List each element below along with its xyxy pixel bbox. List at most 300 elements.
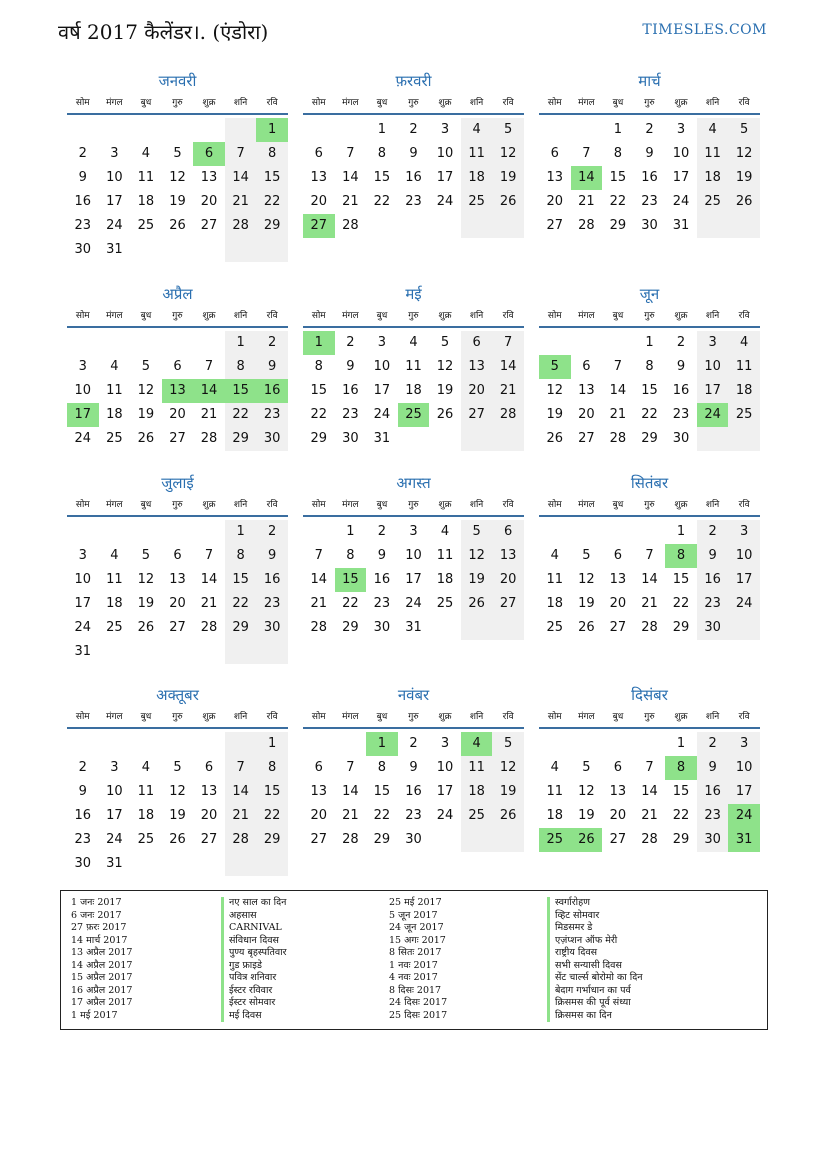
- holiday-day: 4: [461, 732, 493, 756]
- calendar-day: 21: [342, 808, 359, 823]
- weekday-label: सोम: [311, 712, 326, 722]
- holiday-legend: [60, 890, 768, 1030]
- calendar-day: 27: [310, 832, 328, 847]
- weekday-label: मंगल: [578, 712, 595, 722]
- calendar-day: 1: [377, 122, 387, 137]
- weekday-label: रवि: [502, 311, 514, 321]
- calendar-day: 21: [225, 804, 257, 828]
- weekday-header: [539, 709, 760, 729]
- holiday-name: नए साल का दिन: [221, 897, 287, 910]
- weekend-blank: [461, 214, 493, 238]
- calendar-day: 27: [169, 431, 186, 446]
- weekday-label: गुरु: [172, 98, 183, 108]
- calendar-day: 23: [256, 592, 288, 616]
- calendar-day: 9: [409, 146, 418, 161]
- calendar-day: 13: [310, 170, 328, 185]
- calendar-day: 6: [173, 359, 182, 374]
- calendar-day: 22: [373, 194, 391, 209]
- weekday-header: [303, 308, 524, 328]
- weekday-label: शुक्र: [674, 98, 688, 108]
- weekday-label: गुरु: [172, 712, 183, 722]
- weekend-blank: [728, 214, 760, 238]
- weekend-blank: [492, 427, 524, 451]
- calendar-day: 23: [74, 832, 92, 847]
- holiday-date: 27 फ़रः 2017: [71, 922, 127, 933]
- calendar-day: 5: [728, 118, 760, 142]
- calendar-day: 25: [137, 218, 155, 233]
- weekend-blank: [728, 427, 760, 451]
- legend-col2-names: [547, 897, 643, 1022]
- weekday-header: [67, 308, 288, 328]
- calendar-day: 29: [310, 431, 328, 446]
- calendar-day: 16: [74, 194, 92, 209]
- holiday-day: 1: [256, 118, 288, 142]
- calendar-day: 21: [641, 808, 658, 823]
- calendar-day: 17: [106, 194, 123, 209]
- weekday-label: रवि: [266, 311, 278, 321]
- calendar-day: 1: [225, 520, 257, 544]
- holiday-date: 13 अप्रैल 2017: [71, 947, 133, 958]
- calendar-day: 23: [405, 808, 422, 823]
- calendar-day: 9: [78, 784, 87, 799]
- holiday-date: 15 अगः 2017: [389, 934, 446, 946]
- calendar-day: 21: [310, 596, 328, 611]
- calendar-day: 27: [169, 620, 186, 635]
- calendar-day: 22: [672, 808, 690, 823]
- calendar-day: 9: [409, 760, 418, 775]
- day-grid: [539, 517, 760, 640]
- calendar-day: 28: [342, 832, 359, 847]
- weekday-header: [67, 709, 288, 729]
- legend-col1-names: [221, 897, 287, 1022]
- calendar-day: 22: [225, 403, 257, 427]
- calendar-day: 3: [409, 524, 418, 539]
- weekday-label: शुक्र: [202, 98, 216, 108]
- weekday-label: गुरु: [172, 311, 183, 321]
- calendar-day: 9: [256, 355, 288, 379]
- month-name: सितंबर: [630, 474, 669, 492]
- weekday-label: शुक्र: [438, 311, 452, 321]
- weekday-label: गुरु: [644, 500, 655, 510]
- calendar-day: 3: [78, 548, 87, 563]
- calendar-day: 2: [78, 146, 87, 161]
- weekday-header: [539, 95, 760, 115]
- calendar-day: 20: [609, 808, 627, 823]
- calendar-day: 23: [256, 403, 288, 427]
- calendar-day: 13: [310, 784, 328, 799]
- calendar-day: 14: [609, 383, 627, 398]
- calendar-day: 3: [728, 732, 760, 756]
- day-grid: [67, 517, 288, 664]
- weekday-label: बुध: [612, 311, 624, 321]
- calendar-day: 28: [310, 620, 328, 635]
- holiday-date: 15 अप्रैल 2017: [71, 972, 133, 983]
- weekday-header: [539, 308, 760, 328]
- calendar-day: 9: [676, 359, 686, 374]
- month-name: फ़रवरी: [395, 72, 432, 90]
- calendar-day: 4: [697, 118, 729, 142]
- calendar-day: 5: [582, 548, 591, 563]
- calendar-day: 9: [78, 170, 87, 185]
- calendar-day: 3: [676, 122, 686, 137]
- calendar-day: 25: [137, 832, 155, 847]
- calendar-day: 31: [373, 431, 391, 446]
- weekday-label: रवि: [738, 98, 750, 108]
- calendar-day: 11: [137, 170, 155, 185]
- calendar-day: 30: [373, 620, 391, 635]
- calendar-day: 11: [728, 355, 760, 379]
- calendar-day: 1: [676, 524, 686, 539]
- weekend-blank: [492, 616, 524, 640]
- month-name: जनवरी: [158, 72, 197, 90]
- weekday-label: सोम: [311, 311, 326, 321]
- weekend-blank: [225, 852, 257, 876]
- weekday-label: सोम: [547, 98, 562, 108]
- calendar-day: 6: [550, 146, 559, 161]
- month-name: अगस्त: [396, 474, 431, 492]
- weekday-label: बुध: [376, 98, 388, 108]
- calendar-day: 30: [405, 832, 422, 847]
- calendar-day: 7: [582, 146, 591, 161]
- holiday-day: 15: [335, 568, 367, 592]
- holiday-date: 14 अप्रैल 2017: [71, 959, 133, 971]
- calendar-day: 16: [697, 780, 729, 804]
- weekday-label: गुरु: [408, 500, 419, 510]
- calendar-day: 31: [672, 218, 690, 233]
- weekday-label: शुक्र: [202, 500, 216, 510]
- weekend-blank: [697, 427, 729, 451]
- calendar-day: 18: [106, 407, 123, 422]
- holiday-name: मिडसमर डे: [547, 922, 643, 935]
- weekday-label: शुक्र: [438, 712, 452, 722]
- calendar-day: 6: [314, 146, 323, 161]
- calendar-day: 14: [225, 166, 257, 190]
- month-name: मई: [405, 285, 422, 303]
- calendar-day: 18: [137, 808, 155, 823]
- calendar-day: 2: [377, 524, 387, 539]
- calendar-day: 24: [74, 431, 92, 446]
- calendar-day: 7: [225, 756, 257, 780]
- calendar-day: 6: [314, 760, 323, 775]
- calendar-day: 24: [672, 194, 690, 209]
- calendar-day: 10: [728, 756, 760, 780]
- calendar-day: 3: [78, 359, 87, 374]
- weekday-label: बुध: [376, 311, 388, 321]
- calendar-day: 30: [641, 218, 658, 233]
- calendar-day: 19: [546, 407, 564, 422]
- calendar-day: 17: [436, 170, 454, 185]
- holiday-date: 8 दिसः 2017: [389, 984, 442, 996]
- calendar-day: 13: [609, 572, 627, 587]
- calendar-day: 8: [314, 359, 323, 374]
- calendar-day: 14: [641, 572, 658, 587]
- calendar-day: 9: [256, 544, 288, 568]
- holiday-date: 24 जून 2017: [389, 922, 444, 933]
- calendar-day: 9: [346, 359, 355, 374]
- calendar-day: 9: [697, 544, 729, 568]
- holiday-name: बेदाग गर्भाधान का पर्व: [547, 985, 643, 998]
- calendar-day: 28: [578, 218, 595, 233]
- calendar-day: 15: [609, 170, 627, 185]
- weekday-label: बुध: [140, 500, 152, 510]
- calendar-day: 26: [169, 218, 186, 233]
- calendar-day: 16: [697, 568, 729, 592]
- calendar-day: 4: [409, 335, 418, 350]
- day-grid: [303, 328, 524, 451]
- calendar-day: 4: [550, 760, 559, 775]
- calendar-day: 28: [200, 431, 218, 446]
- calendar-day: 28: [641, 620, 658, 635]
- weekend-blank: [461, 616, 493, 640]
- weekend-blank: [225, 238, 257, 262]
- calendar-day: 19: [492, 780, 524, 804]
- holiday-name: ईस्टर रविवार: [221, 985, 287, 998]
- calendar-day: 21: [641, 596, 658, 611]
- calendar-day: 14: [310, 572, 328, 587]
- calendar-day: 27: [200, 832, 218, 847]
- holiday-date: 8 सितः 2017: [389, 947, 442, 958]
- calendar-day: 19: [169, 808, 186, 823]
- holiday-day: 24: [697, 403, 729, 427]
- holiday-name: मई दिवस: [221, 1010, 287, 1023]
- day-grid: [303, 115, 524, 238]
- weekday-label: सोम: [547, 500, 562, 510]
- calendar-day: 7: [346, 146, 355, 161]
- calendar-day: 23: [405, 194, 422, 209]
- weekday-label: मंगल: [342, 712, 359, 722]
- calendar-day: 20: [169, 596, 186, 611]
- calendar-day: 11: [106, 572, 123, 587]
- calendar-day: 13: [578, 383, 595, 398]
- calendar-day: 10: [373, 359, 391, 374]
- calendar-day: 25: [546, 620, 564, 635]
- holiday-name: पुण्य बृहस्पतिवार: [221, 947, 287, 960]
- holiday-day: 8: [665, 544, 697, 568]
- calendar-day: 20: [609, 596, 627, 611]
- calendar-day: 19: [436, 383, 454, 398]
- calendar-day: 26: [436, 407, 454, 422]
- calendar-day: 29: [672, 620, 690, 635]
- calendar-day: 30: [74, 242, 92, 257]
- calendar-day: 14: [492, 355, 524, 379]
- weekday-label: रवि: [266, 98, 278, 108]
- calendar-day: 4: [440, 524, 450, 539]
- calendar-day: 18: [546, 808, 564, 823]
- weekday-label: रवि: [502, 500, 514, 510]
- calendar-day: 4: [110, 359, 119, 374]
- calendar-day: 4: [141, 760, 151, 775]
- calendar-day: 18: [137, 194, 155, 209]
- calendar-day: 31: [106, 242, 123, 257]
- weekend-blank: [225, 732, 257, 756]
- calendar-day: 16: [373, 572, 391, 587]
- calendar-day: 5: [492, 118, 524, 142]
- weekday-label: रवि: [738, 500, 750, 510]
- calendar-day: 15: [373, 784, 391, 799]
- legend-col2-dates: [389, 897, 447, 1022]
- site-link[interactable]: TIMESLES.COM: [642, 22, 767, 38]
- holiday-day: 25: [398, 403, 430, 427]
- weekday-label: शुक्र: [674, 311, 688, 321]
- month-name: दिसंबर: [631, 686, 668, 704]
- holiday-day: 17: [67, 403, 99, 427]
- calendar-day: 11: [546, 572, 564, 587]
- holiday-name: गुड फ्राइडे: [221, 960, 287, 973]
- calendar-day: 11: [106, 383, 123, 398]
- month-3: [539, 72, 760, 238]
- calendar-day: 17: [728, 568, 760, 592]
- calendar-day: 26: [492, 804, 524, 828]
- calendar-day: 24: [106, 218, 123, 233]
- calendar-day: 24: [436, 194, 454, 209]
- holiday-date: 24 दिसः 2017: [389, 997, 448, 1008]
- weekday-label: मंगल: [106, 311, 123, 321]
- holiday-date: 1 जनः 2017: [71, 897, 122, 908]
- calendar-day: 26: [492, 190, 524, 214]
- calendar-day: 6: [613, 760, 623, 775]
- calendar-day: 15: [672, 572, 690, 587]
- calendar-day: 21: [492, 379, 524, 403]
- weekday-header: [303, 709, 524, 729]
- calendar-day: 4: [110, 548, 119, 563]
- calendar-day: 30: [672, 431, 690, 446]
- calendar-day: 11: [436, 548, 454, 563]
- weekday-label: शुक्र: [202, 712, 216, 722]
- calendar-day: 25: [728, 403, 760, 427]
- holiday-day: 24: [728, 804, 760, 828]
- holiday-day: 6: [193, 142, 225, 166]
- holiday-name: पवित्र शनिवार: [221, 972, 287, 985]
- weekday-label: मंगल: [342, 500, 359, 510]
- calendar-day: 2: [256, 520, 288, 544]
- calendar-day: 12: [492, 142, 524, 166]
- calendar-day: 26: [169, 832, 186, 847]
- day-grid: [303, 517, 524, 640]
- calendar-day: 24: [373, 407, 391, 422]
- calendar-day: 16: [405, 784, 422, 799]
- calendar-day: 8: [613, 146, 623, 161]
- weekday-header: [303, 497, 524, 517]
- calendar-day: 15: [373, 170, 391, 185]
- weekday-label: रवि: [266, 500, 278, 510]
- weekday-label: सोम: [75, 98, 90, 108]
- calendar-day: 6: [173, 548, 182, 563]
- calendar-day: 17: [74, 596, 92, 611]
- weekday-label: शनि: [469, 311, 484, 321]
- calendar-day: 12: [578, 572, 595, 587]
- calendar-day: 11: [546, 784, 564, 799]
- holiday-name: सभी सन्यासी दिवस: [547, 960, 643, 973]
- calendar-day: 29: [256, 828, 288, 852]
- calendar-day: 7: [204, 548, 214, 563]
- weekday-label: शनि: [233, 98, 248, 108]
- weekday-label: रवि: [502, 98, 514, 108]
- calendar-day: 10: [436, 760, 454, 775]
- calendar-day: 22: [641, 407, 658, 422]
- calendar-day: 28: [342, 218, 359, 233]
- calendar-day: 21: [225, 190, 257, 214]
- calendar-day: 10: [106, 170, 123, 185]
- calendar-day: 12: [169, 170, 186, 185]
- day-grid: [539, 729, 760, 852]
- calendar-day: 25: [106, 431, 123, 446]
- holiday-day: 15: [225, 379, 257, 403]
- calendar-day: 5: [440, 335, 450, 350]
- calendar-day: 19: [137, 596, 155, 611]
- calendar-day: 13: [546, 170, 564, 185]
- calendar-day: 1: [346, 524, 355, 539]
- calendar-day: 30: [256, 427, 288, 451]
- calendar-day: 19: [728, 166, 760, 190]
- calendar-day: 8: [645, 359, 654, 374]
- weekday-label: रवि: [738, 311, 750, 321]
- calendar-day: 20: [200, 194, 218, 209]
- calendar-day: 18: [461, 780, 493, 804]
- calendar-day: 17: [373, 383, 391, 398]
- weekday-label: बुध: [140, 311, 152, 321]
- calendar-day: 11: [137, 784, 155, 799]
- calendar-day: 6: [461, 331, 493, 355]
- calendar-day: 21: [609, 407, 627, 422]
- weekday-label: शनि: [469, 98, 484, 108]
- calendar-day: 17: [405, 572, 422, 587]
- holiday-date: 16 अप्रैल 2017: [71, 984, 133, 996]
- weekend-blank: [256, 852, 288, 876]
- month-12: [539, 686, 760, 852]
- calendar-day: 22: [672, 596, 690, 611]
- calendar-day: 29: [342, 620, 359, 635]
- weekday-header: [303, 95, 524, 115]
- calendar-day: 12: [546, 383, 564, 398]
- holiday-name: ईस्टर सोमवार: [221, 997, 287, 1010]
- calendar-day: 9: [377, 548, 387, 563]
- holiday-date: 14 मार्च 2017: [71, 934, 128, 946]
- weekday-label: सोम: [75, 311, 90, 321]
- calendar-day: 2: [409, 122, 418, 137]
- calendar-day: 26: [137, 431, 155, 446]
- calendar-day: 5: [173, 760, 182, 775]
- calendar-day: 1: [676, 736, 686, 751]
- holiday-name: व्हिट सोमवार: [547, 910, 643, 923]
- month-7: [67, 474, 288, 664]
- holiday-date: 1 नवः 2017: [389, 959, 438, 971]
- calendar-day: 29: [609, 218, 627, 233]
- calendar-day: 18: [697, 166, 729, 190]
- day-grid: [67, 328, 288, 451]
- calendar-day: 23: [697, 804, 729, 828]
- calendar-day: 27: [492, 592, 524, 616]
- calendar-day: 10: [74, 383, 92, 398]
- holiday-date: 6 जनः 2017: [71, 909, 122, 921]
- calendar-day: 15: [256, 166, 288, 190]
- calendar-day: 12: [169, 784, 186, 799]
- month-10: [67, 686, 288, 876]
- calendar-day: 31: [405, 620, 422, 635]
- holiday-day: 31: [728, 828, 760, 852]
- calendar-day: 6: [582, 359, 591, 374]
- calendar-day: 25: [461, 804, 493, 828]
- calendar-day: 19: [461, 568, 493, 592]
- calendar-day: 10: [106, 784, 123, 799]
- calendar-day: 25: [436, 596, 454, 611]
- weekend-blank: [461, 828, 493, 852]
- calendar-day: 11: [461, 756, 493, 780]
- legend-col1-dates: [71, 897, 132, 1022]
- weekday-label: गुरु: [644, 712, 655, 722]
- weekday-header: [67, 95, 288, 115]
- weekday-label: शनि: [233, 311, 248, 321]
- weekday-label: शनि: [705, 500, 720, 510]
